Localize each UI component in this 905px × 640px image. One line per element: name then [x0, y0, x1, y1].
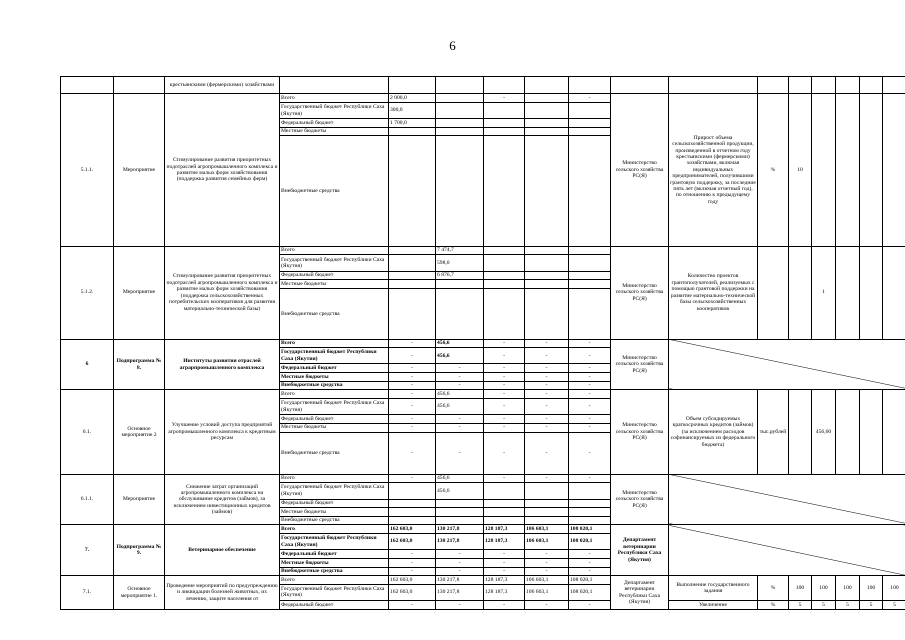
empty-cell	[436, 94, 484, 103]
table-cell: -	[484, 339, 525, 348]
empty-cell	[114, 77, 165, 94]
empty-cell	[789, 77, 812, 94]
empty-cell	[436, 77, 484, 94]
table-cell: -	[484, 558, 525, 567]
empty-cell	[484, 136, 525, 246]
table-cell: 6.1.1.	[61, 474, 114, 525]
table-cell: 100	[836, 576, 860, 601]
table-cell: -	[436, 364, 484, 373]
table-row	[61, 525, 905, 534]
table-cell: 2 000,0	[389, 94, 436, 103]
empty-cell	[525, 271, 569, 280]
empty-cell	[389, 271, 436, 280]
empty-cell	[484, 280, 525, 289]
table-cell: 5	[836, 601, 860, 610]
table-cell: -	[436, 432, 484, 474]
table-cell: -	[525, 558, 569, 567]
empty-cell	[569, 136, 611, 246]
table-cell: -	[569, 390, 611, 399]
empty-cell	[436, 280, 484, 289]
table-cell: -	[484, 381, 525, 390]
table-cell: -	[525, 423, 569, 432]
table-cell: Федеральный бюджет	[280, 601, 389, 610]
table-cell: -	[389, 390, 436, 399]
empty-cell	[484, 102, 525, 118]
empty-cell	[525, 499, 569, 508]
empty-cell	[860, 94, 883, 246]
table-cell: Министерство сельского хозяйства РС(Я)	[611, 94, 669, 246]
table-row	[61, 94, 905, 103]
table-cell: Местные бюджеты	[280, 423, 389, 432]
table-cell: -	[569, 558, 611, 567]
empty-cell	[758, 246, 789, 339]
table-cell: -	[569, 415, 611, 424]
empty-cell	[789, 246, 812, 339]
empty-cell	[883, 246, 905, 339]
table-cell: 162 603,0	[389, 525, 436, 534]
empty-cell	[525, 280, 569, 289]
empty-cell	[525, 508, 569, 517]
empty-cell	[525, 136, 569, 246]
table-cell: 108 020,1	[569, 584, 611, 600]
table-row	[61, 576, 905, 585]
table-cell: 100	[812, 576, 836, 601]
table-cell: 5	[812, 601, 836, 610]
empty-cell	[669, 77, 758, 94]
table-cell: -	[484, 550, 525, 559]
table-cell: -	[525, 339, 569, 348]
table-cell: 130 217,8	[436, 576, 484, 585]
empty-cell	[389, 499, 436, 508]
empty-cell	[436, 499, 484, 508]
table-cell: 162 603,0	[389, 584, 436, 600]
table-cell: Федеральный бюджет	[280, 271, 389, 280]
table-cell: -	[389, 339, 436, 348]
table-cell: Внебюджетные средства	[280, 136, 389, 246]
empty-cell	[569, 77, 611, 94]
table-cell: -	[389, 399, 436, 415]
table-cell: 1 700,0	[389, 119, 436, 128]
empty-cell	[525, 102, 569, 118]
empty-cell	[484, 127, 525, 136]
table-cell: -	[484, 373, 525, 382]
empty-cell	[436, 516, 484, 525]
empty-cell	[389, 127, 436, 136]
table-cell: -	[569, 373, 611, 382]
table-cell: Всего	[280, 94, 389, 103]
table-cell: 128 187,3	[484, 534, 525, 550]
empty-cell	[569, 280, 611, 289]
empty-cell	[860, 246, 883, 339]
table-cell: 100	[883, 576, 905, 601]
table-cell: Проведение мероприятий по предупреждению и ликвидации болезней животных, их лечению, защите населения от	[165, 576, 280, 610]
table-cell: Прирост объема сельскохозяйственной продукции, произведенной в отчетном году крестьянскими (фермерскими) хозяйствами, включая индивидуальных предпринимателей, получившими грантовую поддержку, за последние пять лет (включая отчетный год), по отношению к предыдущему году	[669, 94, 758, 246]
empty-cell	[389, 508, 436, 517]
empty-cell	[436, 288, 484, 339]
table-cell: -	[389, 558, 436, 567]
table-cell: 128 187,3	[484, 576, 525, 585]
table-cell: -	[525, 415, 569, 424]
empty-cell	[389, 246, 436, 255]
table-cell: 100	[860, 576, 883, 601]
table-cell: -	[484, 474, 525, 483]
table-cell: 108 020,1	[569, 576, 611, 585]
empty-cell	[484, 288, 525, 339]
empty-cell	[883, 77, 905, 94]
table-cell: 300,0	[389, 102, 436, 118]
crossed-cell	[669, 339, 905, 390]
table-cell: -	[569, 550, 611, 559]
table-cell: -	[484, 94, 525, 103]
table-cell: Мероприятие	[114, 94, 165, 246]
continuation-row	[61, 77, 905, 94]
empty-cell	[611, 77, 669, 94]
table-cell: Министерство сельского хозяйства РС(Я)	[611, 474, 669, 525]
empty-cell	[812, 77, 836, 94]
empty-cell	[484, 119, 525, 128]
table-cell: 456,60	[812, 390, 836, 474]
table-cell: Государственный бюджет Республики Саха (Якутия)	[280, 255, 389, 271]
table-cell: Всего	[280, 390, 389, 399]
empty-cell	[484, 255, 525, 271]
table-cell: Внебюджетные средства	[280, 516, 389, 525]
table-cell: Внебюджетные средства	[280, 381, 389, 390]
table-cell: -	[389, 567, 436, 576]
table-cell: -	[436, 567, 484, 576]
table-cell: Местные бюджеты	[280, 127, 389, 136]
empty-cell	[389, 483, 436, 499]
table-cell: Ветеринарное обеспечение	[165, 525, 280, 576]
table-cell: Государственный бюджет Республики Саха (Якутия)	[280, 348, 389, 364]
table-cell: -	[436, 423, 484, 432]
table-cell: -	[389, 364, 436, 373]
table-cell: -	[389, 423, 436, 432]
table-cell: 6.1.	[61, 390, 114, 474]
table-cell: Основное мероприятие 2	[114, 390, 165, 474]
table-cell: Количество проектов грантополучателей, реализуемых с помощью грантовой поддержки на развитие материально-технической базы сельскохозяйственных кооперативов	[669, 246, 758, 339]
table-cell: -	[525, 474, 569, 483]
table-cell: -	[569, 348, 611, 364]
empty-cell	[836, 94, 860, 246]
empty-cell	[484, 271, 525, 280]
empty-cell	[436, 508, 484, 517]
empty-cell	[484, 77, 525, 94]
table-cell: -	[436, 373, 484, 382]
table-cell: -	[389, 381, 436, 390]
table-cell: -	[569, 399, 611, 415]
table-cell: -	[525, 390, 569, 399]
table-cell: Государственный бюджет Республики Саха (Якутия)	[280, 534, 389, 550]
table-cell: Внебюджетные средства	[280, 288, 389, 339]
empty-cell	[860, 77, 883, 94]
empty-cell	[436, 102, 484, 118]
table-cell: Мероприятие	[114, 474, 165, 525]
empty-cell	[61, 77, 114, 94]
table-cell: Объем субсидируемых краткосрочных кредитов (займов) (за исключением расходов софинансируемых из федерального бюджета)	[669, 390, 758, 474]
table-cell: -	[569, 601, 611, 610]
table-cell: Федеральный бюджет	[280, 499, 389, 508]
table-cell: -	[389, 474, 436, 483]
table-cell: -	[569, 432, 611, 474]
table-cell: -	[436, 558, 484, 567]
table-cell: Федеральный бюджет	[280, 364, 389, 373]
empty-cell	[569, 119, 611, 128]
empty-cell	[569, 102, 611, 118]
table-cell: -	[525, 373, 569, 382]
table-cell: 5.1.1.	[61, 94, 114, 246]
table-cell: 5	[860, 601, 883, 610]
table-cell: Федеральный бюджет	[280, 415, 389, 424]
table-cell: 598,0	[436, 255, 484, 271]
empty-cell	[836, 246, 860, 339]
table-cell: 1	[812, 246, 836, 339]
table-cell: -	[436, 601, 484, 610]
table-cell: Федеральный бюджет	[280, 550, 389, 559]
table-cell: 108 020,1	[569, 525, 611, 534]
table-cell: 5	[789, 601, 812, 610]
empty-cell	[436, 127, 484, 136]
table-cell: %	[758, 576, 789, 601]
table-cell: -	[525, 567, 569, 576]
table-cell: Федеральный бюджет	[280, 119, 389, 128]
page-number: 6	[449, 38, 456, 53]
table-cell: 162 603,0	[389, 576, 436, 585]
empty-cell	[484, 499, 525, 508]
table-cell: -	[389, 432, 436, 474]
continuation-text: крестьянскими (фермерскими) хозяйствами	[165, 77, 280, 94]
empty-cell	[436, 119, 484, 128]
empty-cell	[389, 255, 436, 271]
table-cell: Снижение затрат организаций агропромышленного комплекса на обслуживание кредитов (займов), за исключением инвестиционных кредитов (займов)	[165, 474, 280, 525]
empty-cell	[280, 77, 389, 94]
table-cell: -	[569, 381, 611, 390]
empty-cell	[525, 94, 569, 103]
table-cell: -	[569, 474, 611, 483]
table-cell: 128 187,3	[484, 584, 525, 600]
table-cell: -	[525, 432, 569, 474]
table-cell: -	[484, 399, 525, 415]
table-cell: -	[389, 550, 436, 559]
table-cell: Институты развития отраслей аграрпромышленного комплекса	[165, 339, 280, 390]
table-cell: -	[569, 364, 611, 373]
table-cell: -	[525, 364, 569, 373]
table-cell: -	[436, 381, 484, 390]
table-cell: -	[484, 423, 525, 432]
table-cell: -	[389, 348, 436, 364]
table-cell: 7.1.	[61, 576, 114, 610]
table-cell: Местные бюджеты	[280, 508, 389, 517]
empty-cell	[525, 127, 569, 136]
table-cell: Основное мероприятие 1.	[114, 576, 165, 610]
empty-cell	[860, 390, 883, 474]
empty-cell	[389, 288, 436, 339]
table-cell: Всего	[280, 246, 389, 255]
table-cell: Всего	[280, 576, 389, 585]
table-cell: Увеличение	[669, 601, 758, 610]
table-cell: 100	[789, 576, 812, 601]
table-cell: Государственный бюджет Республики Саха (Якутия)	[280, 584, 389, 600]
empty-cell	[484, 516, 525, 525]
empty-cell	[525, 119, 569, 128]
table-cell: Стимулирование развития приоритетных подотраслей агропромышленного комплекса и развитие малых форм хозяйствования (поддержка развития семейных ферм)	[165, 94, 280, 246]
table-cell: Стимулирование развития приоритетных подотраслей агропромышленного комплекса и развитие малых форм хозяйствования (поддержка сельскохозяйственных потребительских кооперативов для развития материально-технической базы)	[165, 246, 280, 339]
empty-cell	[569, 499, 611, 508]
table-cell: 128 187,3	[484, 525, 525, 534]
table-cell: -	[484, 415, 525, 424]
empty-cell	[569, 288, 611, 339]
table-cell: Министерство сельского хозяйства РС(Я)	[611, 246, 669, 339]
empty-cell	[883, 390, 905, 474]
table-cell: %	[758, 94, 789, 246]
table-cell: -	[484, 364, 525, 373]
table-cell: 106 603,1	[525, 525, 569, 534]
table-cell: Подпрограмма № 8.	[114, 339, 165, 390]
table-cell: 106 603,1	[525, 576, 569, 585]
table-cell: 456,6	[436, 474, 484, 483]
table-cell: Государственный бюджет Республики Саха (Якутия)	[280, 102, 389, 118]
table-cell: 6	[61, 339, 114, 390]
table-cell: -	[525, 399, 569, 415]
empty-cell	[525, 255, 569, 271]
table-row	[61, 246, 905, 255]
crossed-cell	[669, 474, 905, 525]
empty-cell	[789, 390, 812, 474]
empty-cell	[484, 246, 525, 255]
table-cell: -	[436, 415, 484, 424]
table-cell: -	[484, 432, 525, 474]
table-cell: -	[569, 339, 611, 348]
table-row	[61, 339, 905, 348]
budget-table	[60, 76, 905, 610]
table-cell: -	[484, 390, 525, 399]
empty-cell	[484, 483, 525, 499]
table-cell: Государственный бюджет Республики Саха (Якутия)	[280, 483, 389, 499]
table-cell: 130 217,8	[436, 584, 484, 600]
table-row	[61, 390, 905, 399]
table-cell: 5.1.2.	[61, 246, 114, 339]
table-cell: Местные бюджеты	[280, 373, 389, 382]
empty-cell	[836, 390, 860, 474]
empty-cell	[569, 255, 611, 271]
table-cell: -	[389, 601, 436, 610]
empty-cell	[569, 483, 611, 499]
table-cell: Выполнение государственного задания	[669, 576, 758, 601]
table-cell: 5	[883, 601, 905, 610]
table-cell: Местные бюджеты	[280, 280, 389, 289]
table-cell: -	[484, 601, 525, 610]
table-cell: -	[484, 567, 525, 576]
table-cell: -	[389, 415, 436, 424]
empty-cell	[389, 77, 436, 94]
table-cell: Всего	[280, 474, 389, 483]
empty-cell	[525, 246, 569, 255]
table-cell: 106 603,1	[525, 534, 569, 550]
table-cell: Департамент ветеринарии Республики Саха (Якутия)	[611, 525, 669, 576]
table-cell: -	[484, 348, 525, 364]
table-cell: Мероприятие	[114, 246, 165, 339]
table-cell: -	[569, 567, 611, 576]
empty-cell	[812, 94, 836, 246]
table-cell: Всего	[280, 339, 389, 348]
table-cell: 7.	[61, 525, 114, 576]
empty-cell	[525, 516, 569, 525]
table-cell: 456,6	[436, 339, 484, 348]
empty-cell	[389, 280, 436, 289]
table-cell: -	[569, 94, 611, 103]
empty-cell	[389, 136, 436, 246]
table-cell: Министерство сельского хозяйства РС(Я)	[611, 390, 669, 474]
crossed-cell	[669, 525, 905, 576]
table-cell: Улучшение условий доступа предприятий агропромышленного комплекса к кредитным ресурсам	[165, 390, 280, 474]
table-cell: 7 474,7	[436, 246, 484, 255]
empty-cell	[569, 271, 611, 280]
table-row	[61, 474, 905, 483]
table-cell: 456,6	[436, 348, 484, 364]
table-cell: Местные бюджеты	[280, 558, 389, 567]
empty-cell	[758, 77, 789, 94]
empty-cell	[436, 136, 484, 246]
table-cell: Департамент ветеринарии Республики Саха (Якутия)	[611, 576, 669, 610]
table-cell: 456,6	[436, 390, 484, 399]
table-cell: 6 876,7	[436, 271, 484, 280]
empty-cell	[525, 77, 569, 94]
table-cell: 456,6	[436, 399, 484, 415]
table-cell: %	[758, 601, 789, 610]
table-cell: Всего	[280, 525, 389, 534]
table-cell: -	[525, 348, 569, 364]
empty-cell	[569, 508, 611, 517]
empty-cell	[569, 246, 611, 255]
table-cell: Министерство сельского хозяйства РС(Я)	[611, 339, 669, 390]
empty-cell	[484, 508, 525, 517]
empty-cell	[525, 288, 569, 339]
empty-cell	[569, 127, 611, 136]
table-cell: Государственный бюджет Республики Саха (Якутия)	[280, 399, 389, 415]
table-cell: -	[569, 423, 611, 432]
table-cell: тыс.рублей	[758, 390, 789, 474]
table-cell: 162 603,0	[389, 534, 436, 550]
table-cell: Внебюджетные средства	[280, 567, 389, 576]
empty-cell	[569, 516, 611, 525]
table-cell: -	[525, 550, 569, 559]
table-cell: Внебюджетные средства	[280, 432, 389, 474]
table-cell: 130 217,8	[436, 534, 484, 550]
table-cell: 108 020,1	[569, 534, 611, 550]
table-cell: -	[436, 550, 484, 559]
empty-cell	[525, 483, 569, 499]
table-cell: -	[525, 601, 569, 610]
table-cell: 10	[789, 94, 812, 246]
table-cell: -	[525, 381, 569, 390]
table-cell: 106 603,1	[525, 584, 569, 600]
table-cell: -	[389, 373, 436, 382]
empty-cell	[883, 94, 905, 246]
table-cell: 456,6	[436, 483, 484, 499]
table-cell: 130 217,8	[436, 525, 484, 534]
empty-cell	[836, 77, 860, 94]
table-cell: Подпрограмма № 9.	[114, 525, 165, 576]
empty-cell	[389, 516, 436, 525]
